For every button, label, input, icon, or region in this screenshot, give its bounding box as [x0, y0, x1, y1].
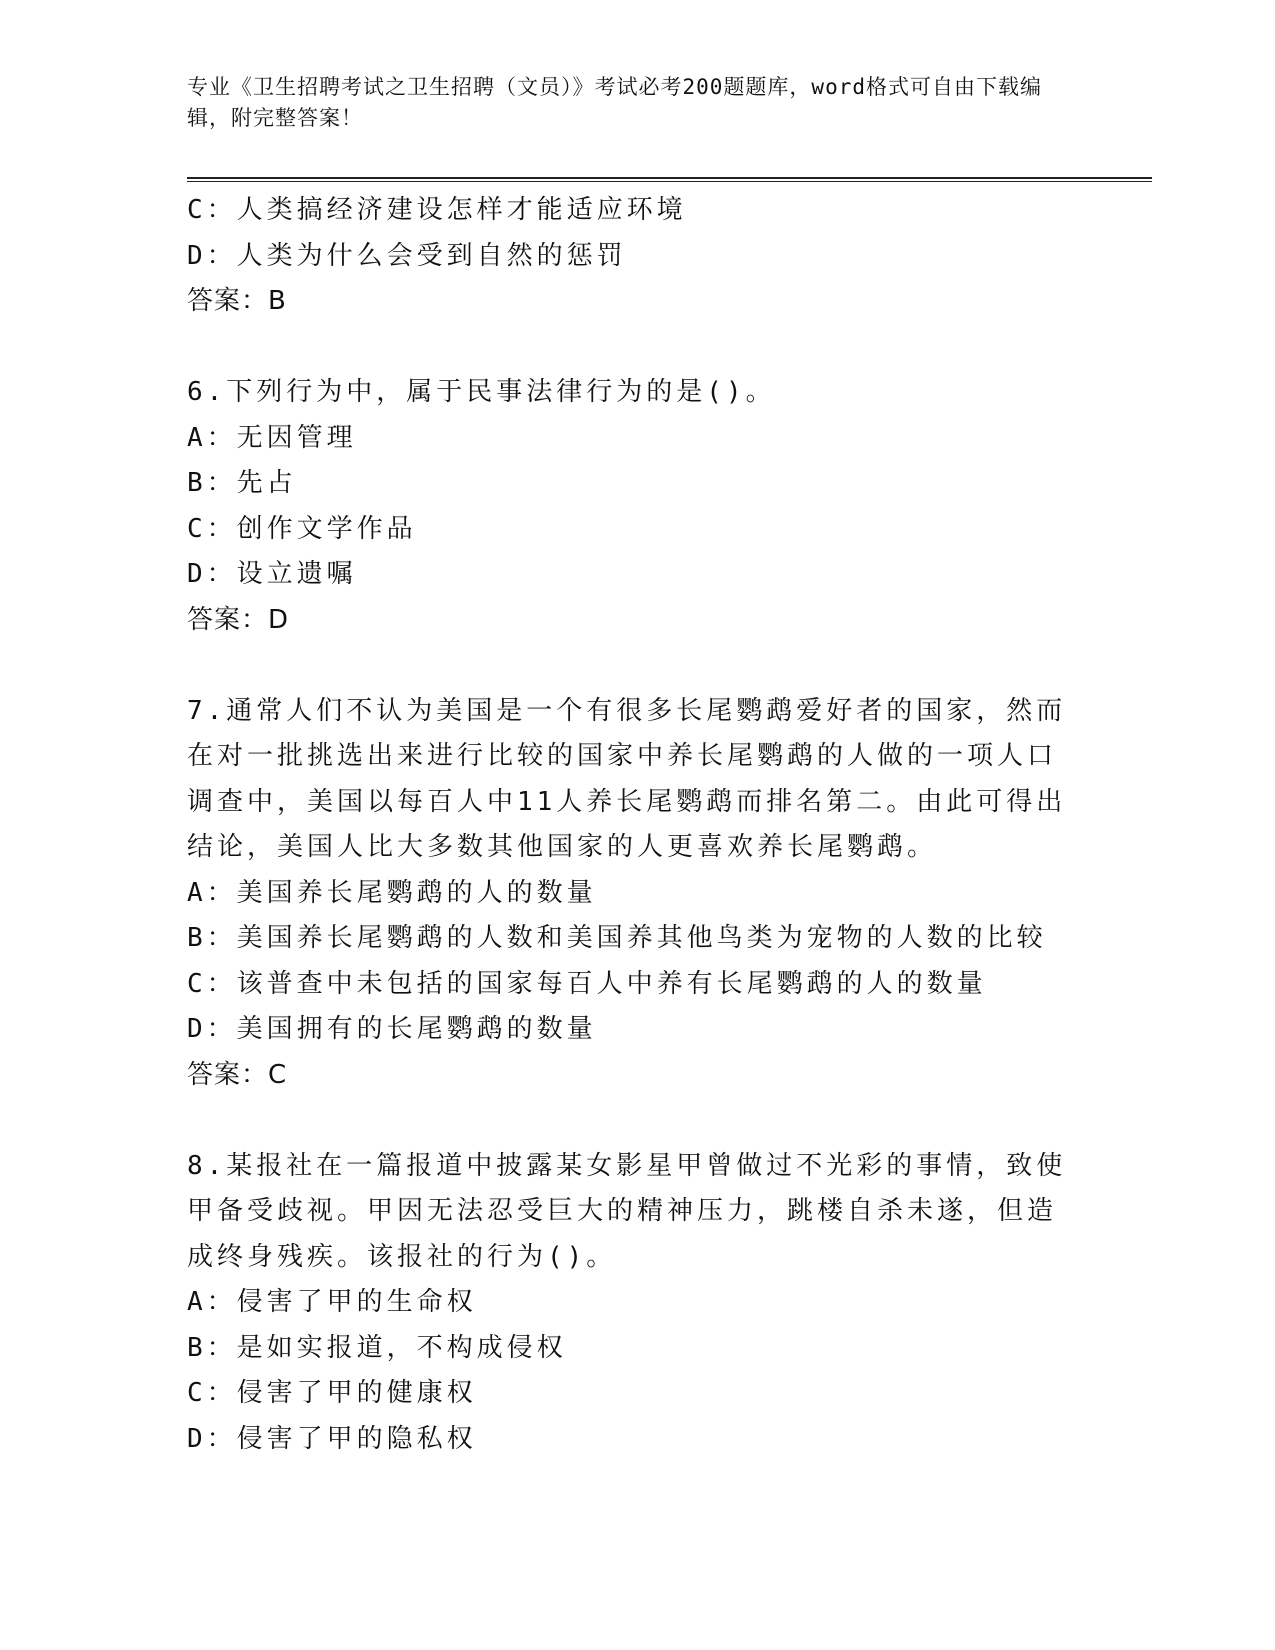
- option-d: D：侵害了甲的隐私权: [187, 1423, 477, 1454]
- question-6: [187, 370, 1077, 643]
- question-7: [187, 689, 1077, 1099]
- option-d: D：人类为什么会受到自然的惩罚: [187, 240, 627, 271]
- document-body: [187, 188, 1077, 1462]
- question-8: [187, 1144, 1077, 1463]
- answer-line: 答案：D: [187, 604, 290, 635]
- page-header: 专业《卫生招聘考试之卫生招聘（文员）》考试必考200题题库，word格式可自由下载编辑，附完整答案！: [187, 75, 1042, 130]
- spacer: [187, 643, 1077, 689]
- option-b: B：先占: [187, 468, 297, 498]
- option-d: D：设立遗嘱: [187, 559, 357, 589]
- option-d: D：美国拥有的长尾鹦鹉的数量: [187, 1014, 597, 1044]
- option-a: A：美国养长尾鹦鹉的人的数量: [187, 877, 597, 908]
- option-c: C：创作文学作品: [187, 513, 417, 544]
- option-a: A：侵害了甲的生命权: [187, 1287, 477, 1317]
- question-5-tail: [187, 188, 1077, 325]
- question-stem: 7.通常人们不认为美国是一个有很多长尾鹦鹉爱好者的国家，然而在对一批挑选出来进行比较的国家中养长尾鹦鹉的人做的一项人口调查中，美国以每百人中11人养长尾鹦鹉而排名第二。由此可得出结论，美国人比大多数其他国家的人更喜欢养长尾鹦鹉。: [187, 695, 1067, 862]
- option-c: C：人类搞经济建设怎样才能适应环境: [187, 195, 687, 225]
- option-b: B：美国养长尾鹦鹉的人数和美国养其他鸟类为宠物的人数的比较: [187, 923, 1047, 953]
- question-stem: 6.下列行为中，属于民事法律行为的是()。: [187, 377, 776, 407]
- option-a: A：无因管理: [187, 422, 357, 453]
- option-c: C：侵害了甲的健康权: [187, 1378, 477, 1408]
- answer-line: 答案：B: [187, 286, 287, 316]
- option-b: B：是如实报道，不构成侵权: [187, 1332, 567, 1363]
- option-c: C：该普查中未包括的国家每百人中养有长尾鹦鹉的人的数量: [187, 968, 987, 999]
- question-stem: 8.某报社在一篇报道中披露某女影星甲曾做过不光彩的事情，致使甲备受歧视。甲因无法忍受巨大的精神压力，跳楼自杀未遂，但造成终身残疾。该报社的行为()。: [187, 1150, 1067, 1272]
- spacer: [187, 1098, 1077, 1144]
- header-divider: [187, 177, 1152, 182]
- spacer: [187, 325, 1077, 371]
- answer-line: 答案：C: [187, 1059, 288, 1090]
